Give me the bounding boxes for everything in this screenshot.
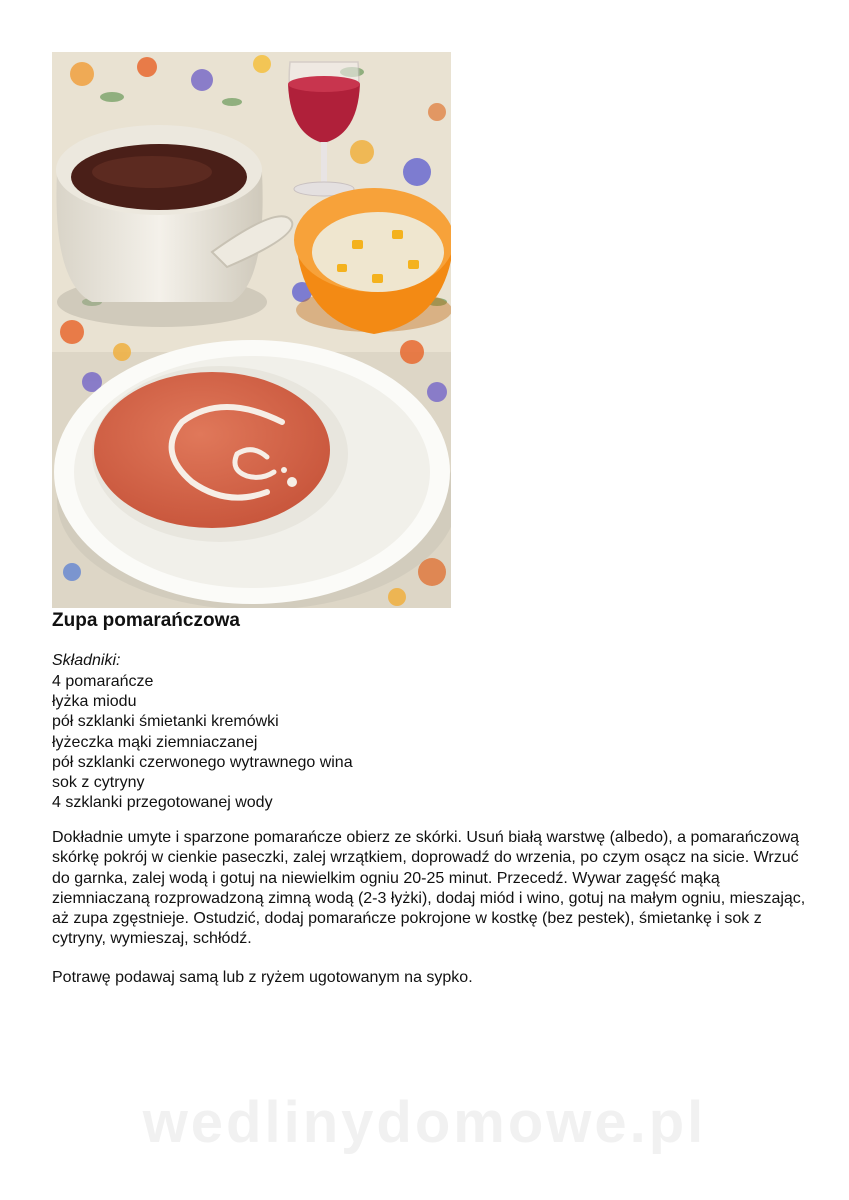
recipe-title: Zupa pomarańczowa xyxy=(52,610,240,631)
ingredients-label: Składniki: xyxy=(52,652,121,669)
soup-photo xyxy=(52,52,451,608)
ingredient-item: 4 szklanki przegotowanej wody xyxy=(52,794,273,812)
serving-note: Potrawę podawaj samą lub z ryżem ugotowanym na sypko. xyxy=(52,969,473,986)
ingredient-item: 4 pomarańcze xyxy=(52,673,154,690)
ingredient-item: łyżeczka mąki ziemniaczanej xyxy=(52,733,258,751)
ingredients-list xyxy=(52,672,353,813)
site-watermark: wedlinydomowe.pl xyxy=(142,1090,707,1155)
ingredient-item: pół szklanki śmietanki kremówki xyxy=(52,713,279,731)
ingredient-item: łyżka miodu xyxy=(52,693,137,711)
instructions-paragraph: Dokładnie umyte i sparzone pomarańcze obierz ze skórki. Usuń białą warstwę (albedo), a pomarańczową skórkę pokrój w cienkie paseczki, zalej wrzątkiem, doprowadź do wrzenia, po czym osącz na sicie. Wrzuć do garnka, zalej wodą i gotuj na niewielkim ogniu 20-25 minut. Przecedź. Wywar zagęść mąką ziemniaczaną rozprowadzoną zimną wodą (2-3 łyżki), dodaj miód i wino, gotuj na małym ogniu, mieszając, aż zupa zgęstnieje. Ostudzić, dodaj pomarańcze pokrojone w kostkę (bez pestek), śmietankę i sok z cytryny, wymieszaj, schłódź. xyxy=(52,829,806,948)
ingredient-item: sok z cytryny xyxy=(52,774,145,792)
ingredient-item: pół szklanki czerwonego wytrawnego wina xyxy=(52,753,353,771)
